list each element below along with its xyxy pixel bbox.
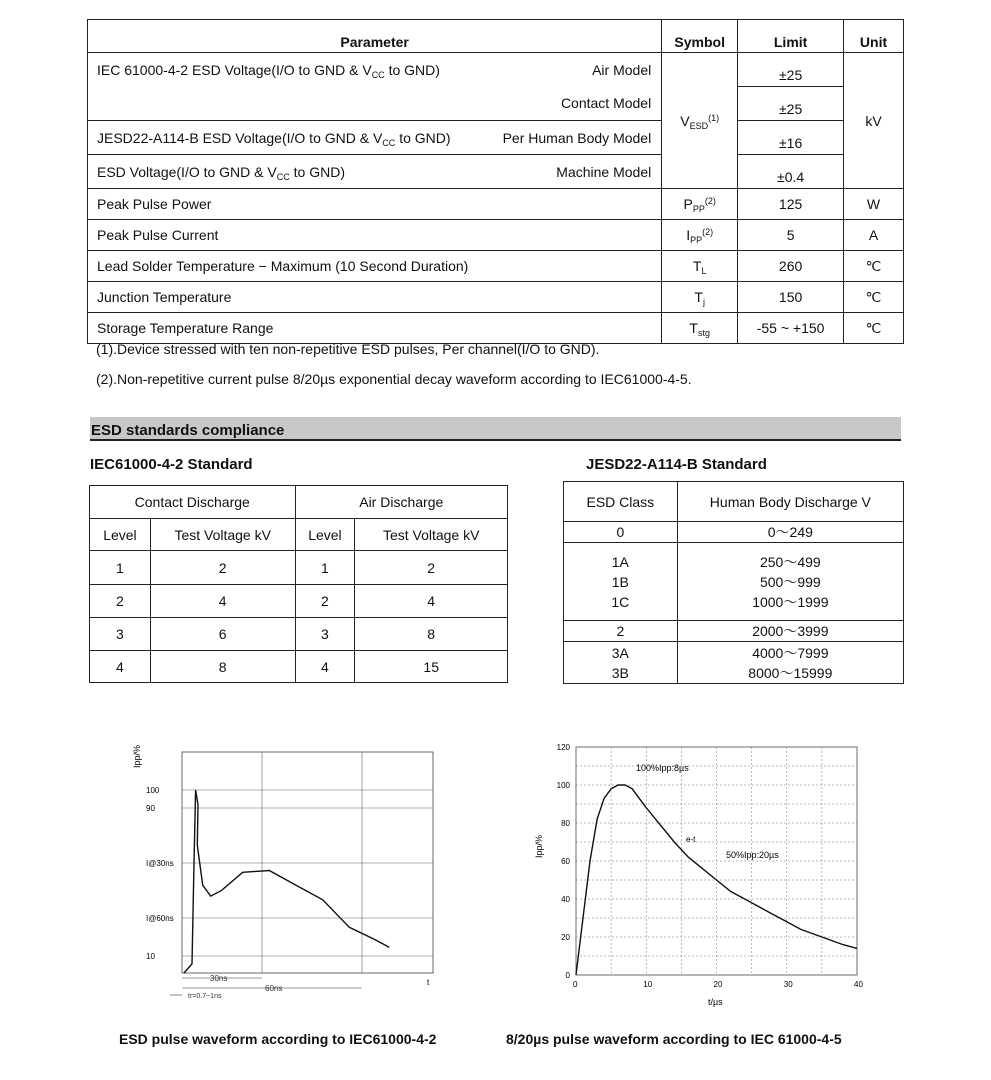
iec-standard-title: IEC61000-4-2 Standard xyxy=(90,456,253,473)
param-junction-temp: Junction Temperature xyxy=(88,282,662,313)
table-cell: 3 xyxy=(90,618,151,651)
param-machine-esd: ESD Voltage(I/O to GND & $V_{CC}$ to GND) Machine Model xyxy=(88,155,662,189)
param-contact-model: Contact Model xyxy=(88,87,662,121)
chart2-xtick: 40 xyxy=(854,980,863,989)
header-hbm-voltage: Human Body Discharge V xyxy=(677,482,903,522)
symbol-ipp: $I_{PP}^{(2)}$ xyxy=(662,220,738,251)
hbm-range: 4000～7999 xyxy=(752,644,829,661)
esd-class: 3B xyxy=(611,664,629,681)
chart2-annotation-exp: e-t xyxy=(686,835,696,844)
table-cell: 2 xyxy=(90,585,151,618)
table-cell: 4 xyxy=(90,651,151,683)
hbm-range: 0～249 xyxy=(677,522,903,543)
symbol-vesd: $V_{ESD}^{(1)}$ xyxy=(662,53,738,189)
iec-standard-table xyxy=(89,485,508,683)
chart1-grid xyxy=(182,752,433,973)
group-header-air: Air Discharge xyxy=(295,486,508,519)
hbm-range: 1000～1999 xyxy=(752,593,829,610)
table-row xyxy=(90,585,508,618)
hbm-range: 250～499 xyxy=(759,553,821,570)
chart1-ytick: 90 xyxy=(146,804,155,813)
subheader-level: Level xyxy=(295,519,355,551)
table-row xyxy=(90,651,508,683)
chart2-ytick: 120 xyxy=(556,743,570,752)
header-limit: Limit xyxy=(738,20,844,53)
header-symbol: Symbol xyxy=(662,20,738,53)
jesd-standard-table xyxy=(563,481,904,684)
table-row xyxy=(90,618,508,651)
symbol-tstg: $T_{stg}$ xyxy=(662,313,738,344)
chart2-xtick: 0 xyxy=(573,980,578,989)
chart1-annotation-tr: tr=0.7~1ns xyxy=(188,993,222,1000)
symbol-ppp: $P_{PP}^{(2)}$ xyxy=(662,189,738,220)
table-cell: 2 xyxy=(150,551,295,585)
unit-peak-power: W xyxy=(844,189,904,220)
param-jesd-esd: JESD22-A114-B ESD Voltage(I/O to GND & $V_{CC}$ to GND) Per Human Body Model xyxy=(88,121,662,155)
chart2-ytick: 0 xyxy=(565,971,570,980)
surge-pulse-chart xyxy=(530,738,870,1013)
hbm-range-group xyxy=(677,642,903,684)
esd-class: 2 xyxy=(564,621,678,642)
chart2-annotation-100pct: 100%Ipp:8µs xyxy=(636,763,689,773)
table-cell: 4 xyxy=(355,585,508,618)
chart1-ytick: I@60ns xyxy=(146,914,174,923)
param-iec-esd: IEC 61000-4-2 ESD Voltage(I/O to GND & $V_{CC}$ to GND) Air Model xyxy=(88,53,662,87)
header-unit: Unit xyxy=(844,20,904,53)
limit-machine: ±0.4 xyxy=(738,155,844,189)
chart2-xtick: 10 xyxy=(643,980,653,989)
table-cell: 3 xyxy=(295,618,355,651)
caption-surge-pulse: 8/20µs pulse waveform according to IEC 61000-4-5 xyxy=(506,1031,842,1047)
esd-class: 3A xyxy=(611,644,629,661)
unit-peak-current: A xyxy=(844,220,904,251)
chart1-ytick: 100 xyxy=(146,786,160,795)
footnote-2: (2).Non-repetitive current pulse 8/20µs exponential decay waveform according to IEC61000-4-5. xyxy=(96,371,692,387)
table-cell: 4 xyxy=(295,651,355,683)
chart2-xlabel: t/µs xyxy=(708,997,723,1007)
chart1-frame xyxy=(182,752,433,973)
jesd-standard-title: JESD22-A114-B Standard xyxy=(586,456,767,473)
caption-esd-pulse: ESD pulse waveform according to IEC61000-4-2 xyxy=(119,1031,437,1047)
limit-peak-current: 5 xyxy=(738,220,844,251)
unit-storage-temp: ℃ xyxy=(844,313,904,344)
header-parameter: Parameter xyxy=(88,20,662,53)
param-peak-power: Peak Pulse Power xyxy=(88,189,662,220)
param-peak-current: Peak Pulse Current xyxy=(88,220,662,251)
chart1-xlabel: t xyxy=(427,978,430,987)
chart2-ytick: 100 xyxy=(556,781,570,790)
table-cell: 1 xyxy=(90,551,151,585)
subheader-level: Level xyxy=(90,519,151,551)
subheader-voltage: Test Voltage kV xyxy=(150,519,295,551)
chart1-ytick: 10 xyxy=(146,952,155,961)
chart1-series-line xyxy=(184,790,389,973)
chart2-ytick: 80 xyxy=(561,819,570,828)
table-cell: 8 xyxy=(150,651,295,683)
table-row xyxy=(564,642,904,684)
unit-kv: kV xyxy=(844,53,904,189)
esd-class-group xyxy=(564,543,678,621)
chart2-ytick: 20 xyxy=(561,933,570,942)
chart2-ytick: 60 xyxy=(561,857,570,866)
chart2-xtick: 30 xyxy=(783,980,793,989)
chart1-annotation-30ns: 30ns xyxy=(210,974,228,983)
header-esd-class: ESD Class xyxy=(564,482,678,522)
table-row xyxy=(564,522,904,543)
chart2-ylabel: Ipp/% xyxy=(534,834,544,858)
group-header-contact: Contact Discharge xyxy=(90,486,296,519)
esd-class: 1A xyxy=(611,553,629,570)
symbol-tl: $T_L$ xyxy=(662,251,738,282)
hbm-range: 8000～15999 xyxy=(748,664,833,681)
table-cell: 8 xyxy=(355,618,508,651)
section-title: ESD standards compliance xyxy=(91,422,285,439)
chart2-grid xyxy=(576,747,857,975)
limit-hbm: ±16 xyxy=(738,121,844,155)
hbm-range: 500～999 xyxy=(759,573,821,590)
unit-lead-solder: ℃ xyxy=(844,251,904,282)
esd-class: 0 xyxy=(564,522,678,543)
limit-air: ±25 xyxy=(738,53,844,87)
table-cell: 2 xyxy=(295,585,355,618)
esd-class: 1B xyxy=(611,573,629,590)
chart1-annotation-60ns: 60ns xyxy=(265,984,283,993)
table-row xyxy=(564,621,904,642)
chart2-ytick: 40 xyxy=(561,895,570,904)
chart2-ticks xyxy=(557,743,864,989)
table-row xyxy=(90,551,508,585)
table-cell: 2 xyxy=(355,551,508,585)
limit-storage-temp: -55 ~ +150 xyxy=(738,313,844,344)
table-row xyxy=(564,543,904,621)
chart2-annotation-50pct: 50%Ipp:20µs xyxy=(726,850,779,860)
symbol-tj: $T_j$ xyxy=(662,282,738,313)
limit-contact: ±25 xyxy=(738,87,844,121)
hbm-range-group xyxy=(677,543,903,621)
table-cell: 4 xyxy=(150,585,295,618)
param-lead-solder: Lead Solder Temperature − Maximum (10 Second Duration) xyxy=(88,251,662,282)
chart2-xtick: 20 xyxy=(713,980,723,989)
esd-pulse-chart xyxy=(130,740,440,1010)
limit-junction-temp: 150 xyxy=(738,282,844,313)
chart1-ylabel: Ipp/% xyxy=(132,744,142,768)
limit-lead-solder: 260 xyxy=(738,251,844,282)
unit-junction-temp: ℃ xyxy=(844,282,904,313)
subheader-voltage: Test Voltage kV xyxy=(355,519,508,551)
esd-class: 1C xyxy=(611,593,630,610)
table-cell: 6 xyxy=(150,618,295,651)
hbm-range: 2000～3999 xyxy=(677,621,903,642)
chart1-ytick: I@30ns xyxy=(146,859,174,868)
param-storage-temp: Storage Temperature Range xyxy=(88,313,662,344)
limit-peak-power: 125 xyxy=(738,189,844,220)
absolute-ratings-table xyxy=(87,19,904,344)
esd-class-group xyxy=(564,642,678,684)
table-cell: 15 xyxy=(355,651,508,683)
table-cell: 1 xyxy=(295,551,355,585)
chart2-series-line xyxy=(576,785,857,975)
footnote-1: (1).Device stressed with ten non-repetitive ESD pulses, Per channel(I/O to GND). xyxy=(96,341,600,357)
